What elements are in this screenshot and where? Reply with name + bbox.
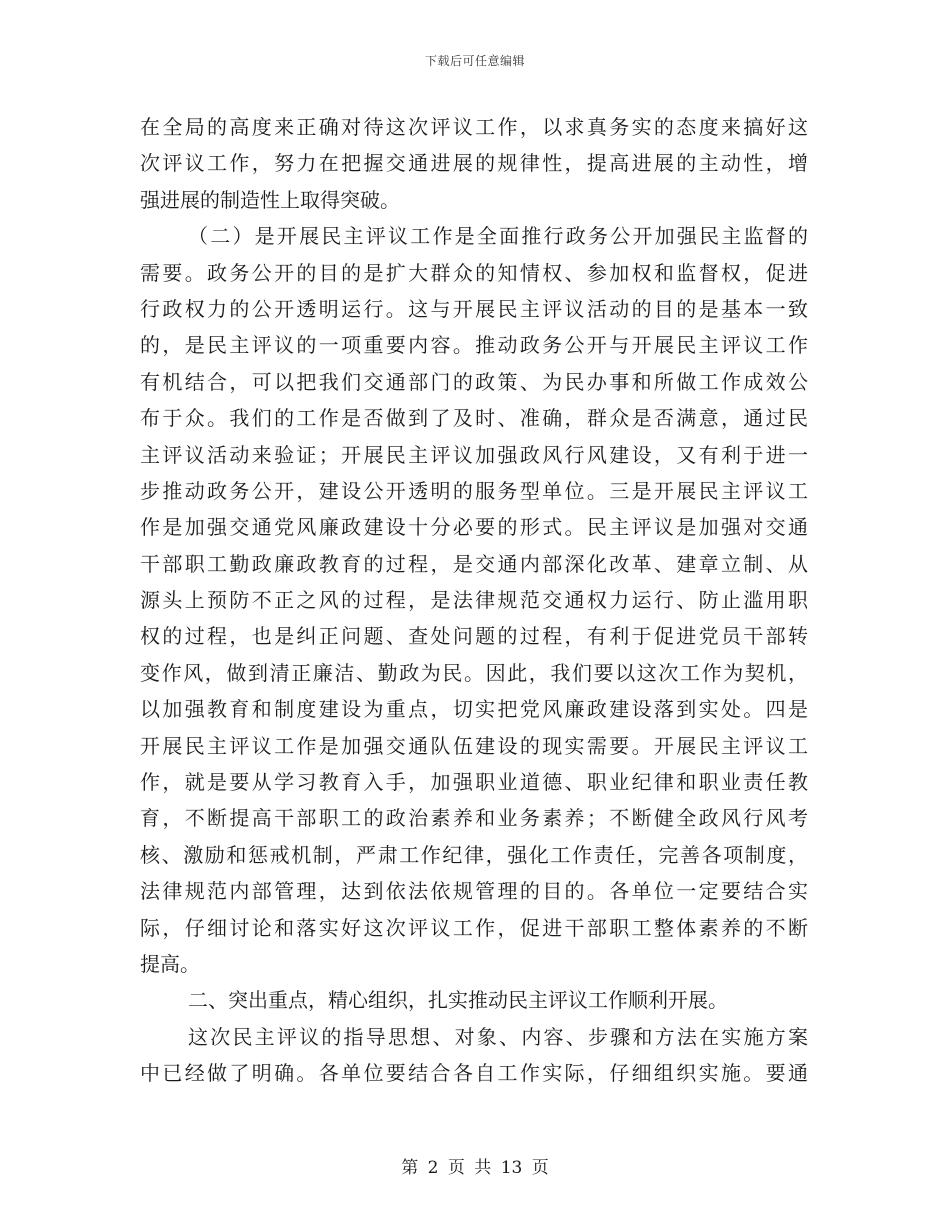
page-number-footer: 第 2 页 共 13 页 bbox=[401, 1158, 549, 1178]
body-line: 主评议活动来验证；开展民主评议加强政风行风建设，又有利于进一 bbox=[140, 442, 808, 467]
body-line: 的，是民主评议的一项重要内容。推动政务公开与开展民主评议工作 bbox=[140, 333, 808, 358]
body-line: （二）是开展民主评议工作是全面推行政务公开加强民主监督的 bbox=[188, 224, 808, 249]
document-body bbox=[140, 109, 808, 1092]
body-line: 作，就是要从学习教育入手，加强职业道德、职业纪律和职业责任教 bbox=[140, 770, 808, 795]
body-line: 行政权力的公开透明运行。这与开展民主评议活动的目的是基本一致 bbox=[140, 296, 808, 321]
body-line: 变作风，做到清正廉洁、勤政为民。因此，我们要以这次工作为契机， bbox=[140, 660, 808, 685]
body-line: 作是加强交通党风廉政建设十分必要的形式。民主评议是加强对交通 bbox=[140, 515, 808, 540]
body-line: 需要。政务公开的目的是扩大群众的知情权、参加权和监督权，促进 bbox=[140, 260, 808, 285]
body-line: 布于众。我们的工作是否做到了及时、准确，群众是否满意，通过民 bbox=[140, 406, 808, 431]
section-heading: 二、突出重点，精心组织，扎实推动民主评议工作顺利开展。 bbox=[188, 988, 728, 1013]
body-line: 育，不断提高干部职工的政治素养和业务素养；不断健全政风行风考 bbox=[140, 806, 808, 831]
body-line: 中已经做了明确。各单位要结合各自工作实际，仔细组织实施。要通 bbox=[140, 1061, 808, 1086]
body-line: 以加强教育和制度建设为重点，切实把党风廉政建设落到实处。四是 bbox=[140, 697, 808, 722]
body-line: 步推动政务公开，建设公开透明的服务型单位。三是开展民主评议工 bbox=[140, 478, 808, 503]
body-line: 次评议工作，努力在把握交通进展的规律性，提高进展的主动性，增 bbox=[140, 151, 808, 176]
body-line: 际，仔细讨论和落实好这次评议工作，促进干部职工整体素养的不断 bbox=[140, 915, 808, 940]
body-line: 开展民主评议工作是加强交通队伍建设的现实需要。开展民主评议工 bbox=[140, 733, 808, 758]
body-line: 强进展的制造性上取得突破。 bbox=[140, 187, 400, 212]
body-line: 核、激励和惩戒机制，严肃工作纪律，强化工作责任，完善各项制度， bbox=[140, 842, 808, 867]
body-line: 这次民主评议的指导思想、对象、内容、步骤和方法在实施方案 bbox=[188, 1024, 808, 1049]
body-line: 源头上预防不正之风的过程，是法律规范交通权力运行、防止滥用职 bbox=[140, 588, 808, 613]
body-line: 有机结合，可以把我们交通部门的政策、为民办事和所做工作成效公 bbox=[140, 369, 808, 394]
body-line: 提高。 bbox=[140, 951, 200, 976]
body-line: 法律规范内部管理，达到依法依规管理的目的。各单位一定要结合实 bbox=[140, 879, 808, 904]
body-line: 在全局的高度来正确对待这次评议工作，以求真务实的态度来搞好这 bbox=[140, 115, 808, 139]
page-header-note: 下载后可任意编辑 bbox=[424, 54, 525, 68]
body-line: 权的过程，也是纠正问题、查处问题的过程，有利于促进党员干部转 bbox=[140, 624, 808, 649]
body-line: 干部职工勤政廉政教育的过程，是交通内部深化改革、建章立制、从 bbox=[140, 551, 808, 576]
